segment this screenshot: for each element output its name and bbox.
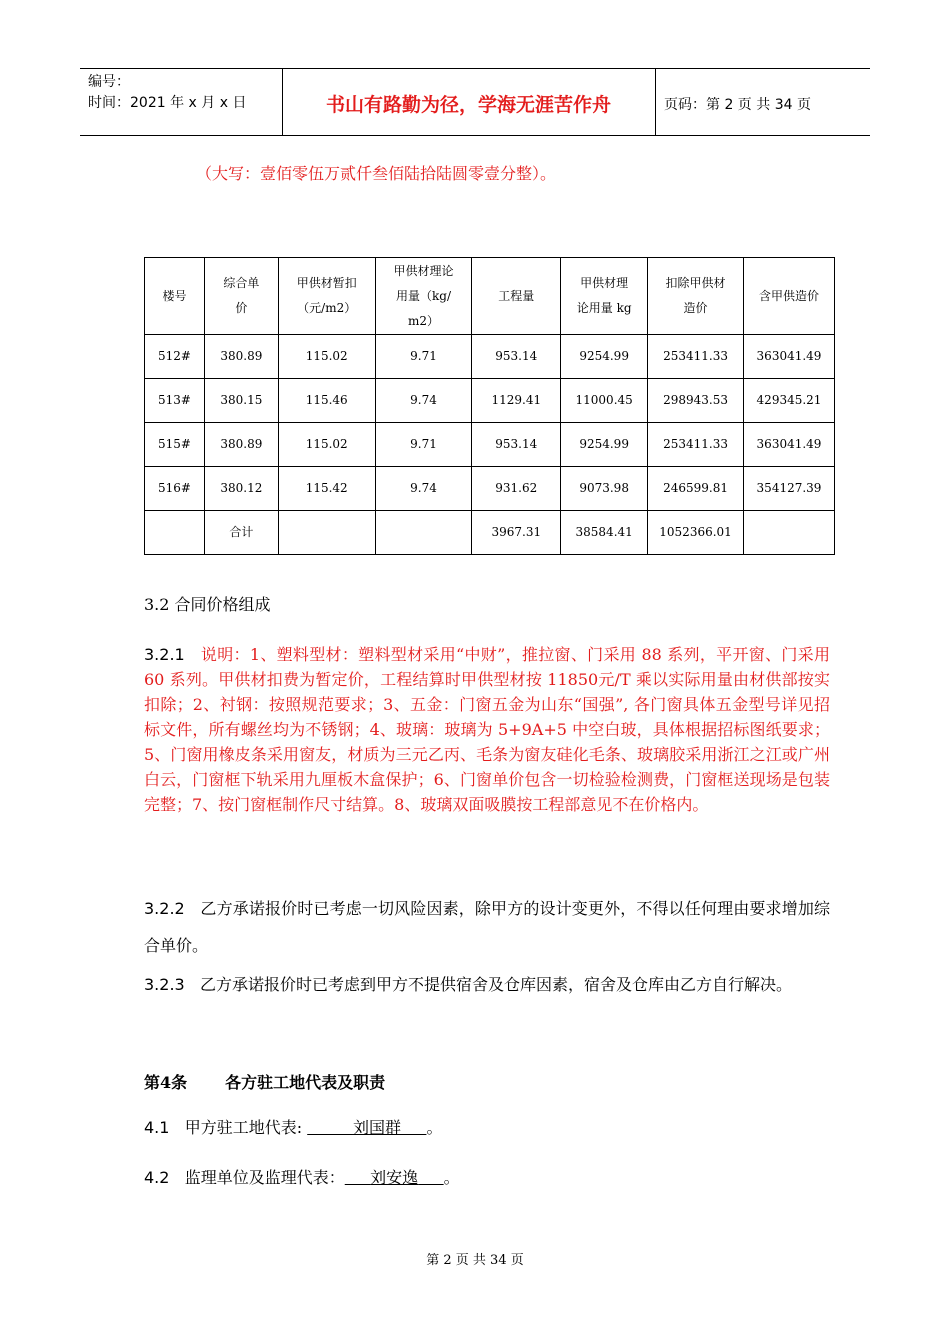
table-cell: 931.62: [472, 467, 561, 511]
table-cell: 1052366.01: [648, 511, 744, 555]
table-header-text: 楼号: [162, 288, 187, 303]
table-cell: 429345.21: [744, 379, 835, 423]
table-header-cell: [648, 258, 744, 335]
table-header-cell: [278, 258, 375, 335]
section-3-2-3: [144, 966, 830, 1003]
table-cell: 9.71: [375, 335, 472, 379]
table-cell: 11000.45: [561, 379, 648, 423]
section-3-2-title: 3.2 合同价格组成: [144, 595, 271, 614]
table-cell: 115.02: [278, 423, 375, 467]
section-4-2: 4.2 监理单位及监理代表： 刘安逸 。: [144, 1168, 460, 1187]
section-number: 4.2: [144, 1168, 170, 1187]
table-header-text: 价: [235, 301, 248, 315]
table-cell: 9254.99: [561, 335, 648, 379]
page-footer: 第 2 页 共 34 页: [426, 1253, 524, 1268]
section-number: 4.1: [144, 1118, 170, 1137]
table-header-text: 论用量 kg: [576, 301, 632, 315]
table-header-row: [145, 258, 835, 335]
table-cell: 515#: [145, 423, 205, 467]
table-cell: [744, 511, 835, 555]
header-divider: [655, 68, 656, 135]
field-label: 监理单位及监理代表：: [184, 1168, 345, 1187]
table-cell: 9.74: [375, 379, 472, 423]
table-cell: 516#: [145, 467, 205, 511]
table-header-text: 用量（kg/: [396, 288, 451, 303]
section-3-2-2-text: 乙方承诺报价时已考虑一切风险因素，除甲方的设计变更外，不得以任何理由要求增加综合单价。: [144, 899, 830, 955]
capital-amount: （大写：壹佰零伍万贰仟叁佰陆拾陆圆零壹分整）。: [196, 164, 557, 183]
header-meta: [88, 72, 246, 114]
table-row: [145, 467, 835, 511]
table-row: [145, 423, 835, 467]
table-cell: 253411.33: [648, 335, 744, 379]
field-label: 甲方驻工地代表:: [184, 1118, 308, 1137]
table-header-text: 甲供材理论: [393, 263, 454, 278]
table-row: [145, 335, 835, 379]
table-header-text: 扣除甲供材: [665, 276, 726, 290]
table-header-cell: [744, 258, 835, 335]
table-header-cell: [145, 258, 205, 335]
table-cell: 合计: [204, 511, 278, 555]
section-number: 3.2.1: [144, 645, 185, 664]
table-header-text: 工程量: [498, 288, 535, 303]
table-cell: 513#: [145, 379, 205, 423]
table-header-text: 综合单: [223, 276, 260, 290]
table-header-cell: [561, 258, 648, 335]
table-cell: 298943.53: [648, 379, 744, 423]
table-cell: 9.74: [375, 467, 472, 511]
table-header-cell: [375, 258, 472, 335]
field-value-underlined: [345, 1168, 444, 1187]
table-cell: 363041.49: [744, 335, 835, 379]
table-cell: [145, 511, 205, 555]
table-cell: 380.89: [204, 423, 278, 467]
section-4-1: 4.1 甲方驻工地代表: 刘国群 。: [144, 1118, 443, 1137]
table-cell: 953.14: [472, 423, 561, 467]
table-cell: 363041.49: [744, 423, 835, 467]
section-3-2-1-text: 说明：1、塑料型材：塑料型材采用“中财”，推拉窗、门采用 88 系列，平开窗、门采用 60 系列。甲供材扣费为暂定价，工程结算时甲供型材按 11850元/T 乘以实际用量由材供部按实扣除；2、衬钢：按照规范要求；3、五金：门窗五金为山东“国强”, 各门窗具体五金型号详见招标文件，所有螺丝均为不锈钢；4、玻璃：玻璃为 5+9A+5 中空白玻，具体根据招标图纸要求；5、门窗用橡皮条采用窗友，材质为三元乙丙、毛条为窗友硅化毛条、玻璃胶采用浙江之江或广州白云，门窗框下轨采用九厘板木盒保护；6、门窗单价包含一切检验检测费，门窗框送现场是包装完整；7、按门窗框制作尺寸结算。8、玻璃双面吸膜按工程部意见不在价格内。: [144, 645, 830, 814]
table-cell: 38584.41: [561, 511, 648, 555]
table-cell: 380.89: [204, 335, 278, 379]
section-3-2-1: [144, 642, 830, 817]
table-header-text: m2）: [407, 313, 439, 328]
table-cell: 953.14: [472, 335, 561, 379]
table-header-text: 甲供材暂扣: [296, 276, 357, 290]
article-4-heading: [144, 1070, 385, 1093]
section-number: 3.2.3: [144, 975, 185, 994]
table-cell: 9073.98: [561, 467, 648, 511]
article-number: 第4条: [144, 1073, 188, 1092]
table-cell: 1129.41: [472, 379, 561, 423]
table-cell: 380.15: [204, 379, 278, 423]
table-row: [145, 379, 835, 423]
header-page-number: 页码：第 2 页 共 34 页: [664, 97, 811, 113]
table-header-text: 甲供材理: [580, 276, 629, 290]
section-3-2-2: [144, 890, 830, 964]
table-cell: 9.71: [375, 423, 472, 467]
price-table: [144, 257, 835, 555]
table-header-text: 含甲供造价: [759, 288, 820, 303]
table-cell: 380.12: [204, 467, 278, 511]
table-cell: 354127.39: [744, 467, 835, 511]
table-cell: 115.46: [278, 379, 375, 423]
header-bottom-rule: [80, 135, 870, 136]
table-cell: 246599.81: [648, 467, 744, 511]
table-cell: 512#: [145, 335, 205, 379]
header-top-rule: [80, 68, 870, 69]
table-cell: [278, 511, 375, 555]
representative-name: 刘国群: [352, 1118, 401, 1137]
table-header-cell: [204, 258, 278, 335]
table-cell: 9254.99: [561, 423, 648, 467]
article-title: 各方驻工地代表及职责: [225, 1073, 386, 1092]
table-cell: 3967.31: [472, 511, 561, 555]
header-number: 编号：: [88, 74, 130, 90]
table-cell: [375, 511, 472, 555]
table-header-text: （元/m2）: [297, 301, 357, 315]
table-cell: 253411.33: [648, 423, 744, 467]
header-time: 时间：2021 年 x 月 x 日: [88, 95, 247, 111]
table-cell: 115.42: [278, 467, 375, 511]
section-3-2-3-text: 乙方承诺报价时已考虑到甲方不提供宿舍及仓库因素，宿舍及仓库由乙方自行解决。: [199, 975, 792, 994]
header-motto: 书山有路勤为径，学海无涯苦作舟: [325, 94, 611, 116]
field-value-underlined: [307, 1118, 426, 1137]
table-header-text: 造价: [683, 301, 708, 315]
section-number: 3.2.2: [144, 899, 185, 918]
table-header-cell: [472, 258, 561, 335]
table-total-row: [145, 511, 835, 555]
supervisor-name: 刘安逸: [370, 1168, 419, 1187]
table-cell: 115.02: [278, 335, 375, 379]
